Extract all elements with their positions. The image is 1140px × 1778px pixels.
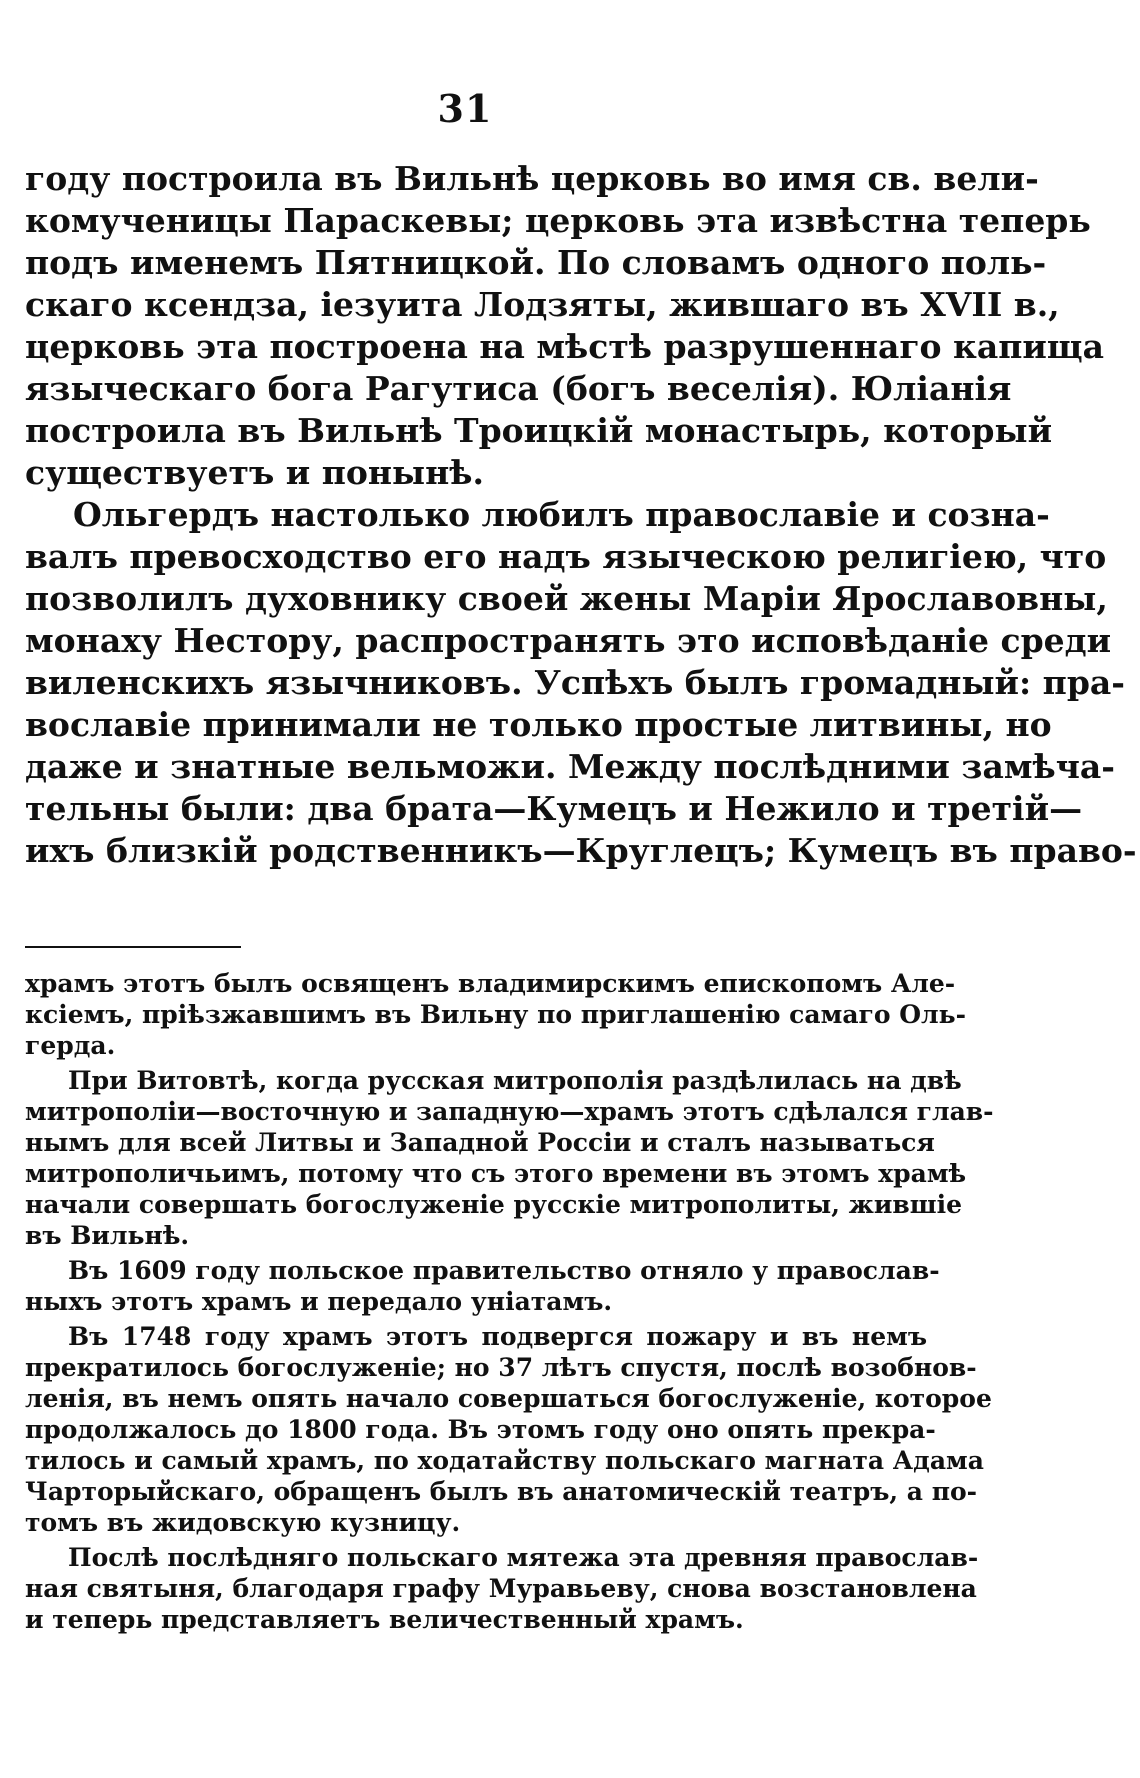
footnote-line: нымъ для всей Литвы и Западной Россіи и сталъ называться xyxy=(25,1128,935,1157)
text-line: монаху Нестору, распространять это исповѣданіе среди xyxy=(25,621,1112,660)
footnote-5 xyxy=(25,1542,979,1635)
footnote-line: храмъ этотъ былъ освященъ владимирскимъ епископомъ Але- xyxy=(25,969,956,998)
text-line: Ольгердъ настолько любилъ православіе и созна- xyxy=(73,495,1050,534)
footnote-line: тилось и самый храмъ, по ходатайству польскаго магната Адама xyxy=(25,1446,984,1475)
footnote-1 xyxy=(25,968,966,1061)
footnote-line: ная святыня, благодаря графу Муравьеву, снова возстановлена xyxy=(25,1574,977,1603)
text-line: скаго ксендза, іезуита Лодзяты, жившаго въ XVII в., xyxy=(25,285,1060,324)
footnote-line: продолжалось до 1800 года. Въ этомъ году оно опять прекра- xyxy=(25,1415,936,1444)
footnote-line: и теперь представляетъ величественный храмъ. xyxy=(25,1605,744,1634)
text-line: виленскихъ язычниковъ. Успѣхъ былъ громадный: пра- xyxy=(25,663,1125,702)
paragraph-2 xyxy=(25,494,1137,872)
footnote-line: митрополіи—восточную и западную—храмъ этотъ сдѣлался глав- xyxy=(25,1097,994,1126)
footnote-line: герда. xyxy=(25,1031,116,1060)
footnote-line: При Витовтѣ, когда русская митрополія раздѣлилась на двѣ xyxy=(68,1066,962,1095)
page-number: 31 xyxy=(437,86,493,131)
footnote-2 xyxy=(25,1065,994,1251)
footnote-line: прекратилось богослуженіе; но 37 лѣтъ спустя, послѣ возобнов- xyxy=(25,1353,977,1382)
text-line: существуетъ и понынѣ. xyxy=(25,453,484,492)
text-line: церковь эта построена на мѣстѣ разрушеннаго капища xyxy=(25,327,1104,366)
text-line: позволилъ духовнику своей жены Маріи Ярославовны, xyxy=(25,579,1108,618)
text-line: комученицы Параскевы; церковь эта извѣстна теперь xyxy=(25,201,1091,240)
footnote-4 xyxy=(25,1321,992,1538)
text-line: тельны были: два брата—Кумецъ и Нежило и третій— xyxy=(25,789,1083,828)
footnotes xyxy=(25,968,994,1639)
text-line: языческаго бога Рагутиса (богъ веселія). Юліанія xyxy=(25,369,1012,408)
text-line: валъ превосходство его надъ языческою религіею, что xyxy=(25,537,1107,576)
footnote-line: ленія, въ немъ опять начало совершаться богослуженіе, которое xyxy=(25,1384,992,1413)
text-line: подъ именемъ Пятницкой. По словамъ одного поль- xyxy=(25,243,1047,282)
footnote-line: въ Вильнѣ. xyxy=(25,1221,190,1250)
paragraph-1 xyxy=(25,158,1104,494)
text-line: ихъ близкій родственникъ—Круглецъ; Кумецъ въ право- xyxy=(25,831,1137,870)
footnote-line: Въ 1609 году польское правительство отняло у православ- xyxy=(68,1256,940,1285)
text-line: вославіе принимали не только простые литвины, но xyxy=(25,705,1052,744)
footnote-line: Въ 1748 году храмъ этотъ подвергся пожару и въ немъ xyxy=(68,1322,927,1351)
footnote-separator xyxy=(25,946,241,948)
footnote-line: ксіемъ, пріѣзжавшимъ въ Вильну по приглашенію самаго Оль- xyxy=(25,1000,966,1029)
text-line: даже и знатные вельможи. Между послѣдними замѣча- xyxy=(25,747,1115,786)
footnote-line: Послѣ послѣдняго польскаго мятежа эта древняя православ- xyxy=(68,1543,979,1572)
main-text xyxy=(25,158,1137,872)
footnote-line: ныхъ этотъ храмъ и передало уніатамъ. xyxy=(25,1287,613,1316)
text-line: году построила въ Вильнѣ церковь во имя св. вели- xyxy=(25,159,1039,198)
footnote-line: начали совершать богослуженіе русскіе митрополиты, жившіе xyxy=(25,1190,963,1219)
footnote-3 xyxy=(25,1255,940,1317)
footnote-line: Чарторыйскаго, обращенъ былъ въ анатомическій театръ, а по- xyxy=(25,1477,978,1506)
footnote-line: томъ въ жидовскую кузницу. xyxy=(25,1508,461,1537)
footnote-line: митрополичьимъ, потому что съ этого времени въ этомъ храмѣ xyxy=(25,1159,967,1188)
text-line: построила въ Вильнѣ Троицкій монастырь, который xyxy=(25,411,1053,450)
